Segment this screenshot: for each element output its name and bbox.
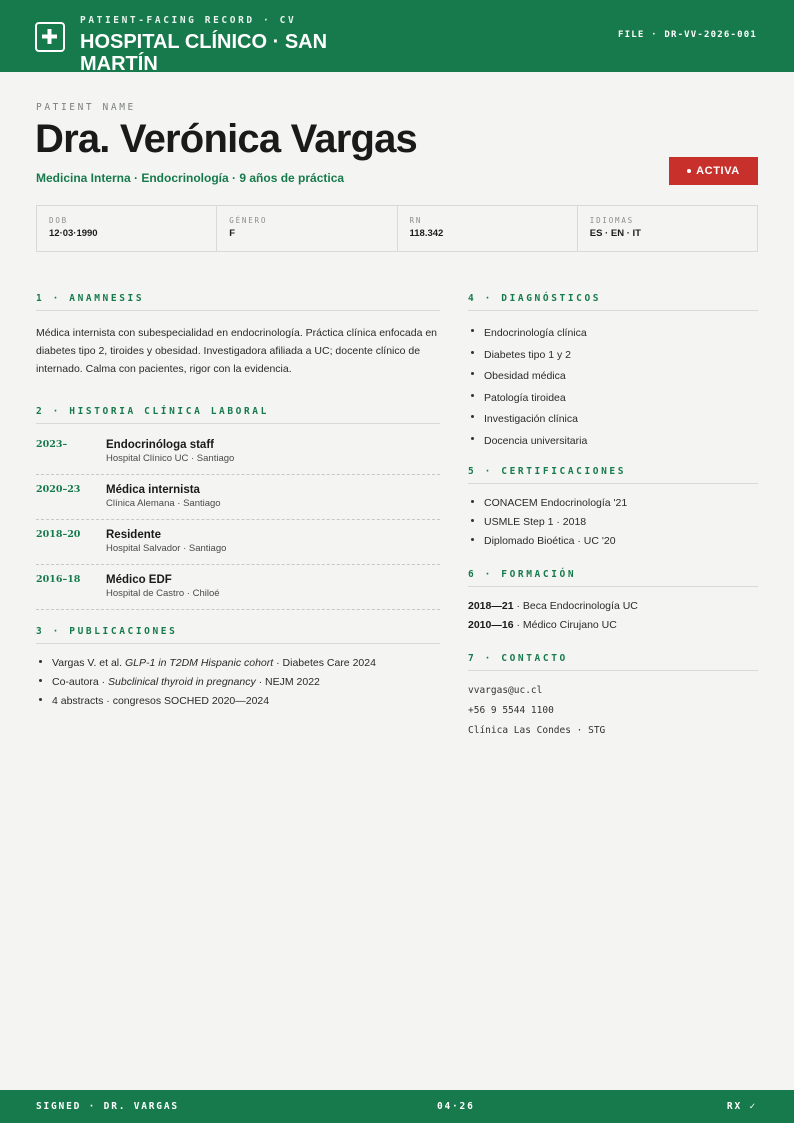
footer-date: 04·26: [437, 1101, 475, 1112]
section-publications: [36, 626, 440, 711]
publication-text: Co-autora ·: [52, 676, 109, 688]
job-role: Médica internista: [106, 484, 200, 496]
education-item: [468, 597, 758, 616]
job-years: 2016–18: [36, 574, 81, 585]
status-label: ACTIVA: [696, 165, 740, 177]
fact-gender: [217, 206, 397, 251]
contact-phone[interactable]: +56 9 5544 1100: [468, 705, 554, 716]
diagnostics-list: [468, 323, 758, 452]
fact-label: IDIOMAS: [589, 216, 634, 225]
section-title: 4 · DIAGNÓSTICOS: [468, 293, 758, 311]
certification-item: USMLE Step 1 · 2018: [468, 513, 758, 532]
publication-text: Vargas V. et al.: [52, 657, 125, 669]
fact-value: ES · EN · IT: [589, 228, 641, 239]
signature-line: SIGNED · DR. VARGAS: [36, 1101, 179, 1112]
certification-list: [468, 494, 758, 551]
specialty-line: Medicina Interna · Endocrinología · 9 años de práctica: [36, 171, 345, 185]
education-years: 2018—21: [468, 600, 514, 612]
footer-band: [0, 1090, 794, 1123]
fact-value: 12·03·1990: [49, 228, 98, 239]
diagnostic-item: Obesidad médica: [468, 366, 758, 388]
rx-mark: RX ✓: [726, 1101, 757, 1112]
fact-dob: [37, 206, 217, 251]
education-list: [468, 597, 758, 635]
job-row: [36, 475, 440, 520]
job-years: 2018–20: [36, 529, 81, 540]
publication-text: 4 abstracts · congresos SOCHED 2020—2024: [52, 695, 270, 707]
record-kicker: PATIENT-FACING RECORD · CV: [80, 15, 297, 26]
fact-label: RN: [409, 216, 423, 225]
fact-rn: [398, 206, 578, 251]
anamnesis-text: Médica internista con subespecialidad en endocrinología. Práctica clínica enfocada en diabetes tipo 2, tiroides y obesidad. Investigadora afiliada a UC; docente clínico de internado. Calma con pacientes, rigor con la evidencia.: [36, 327, 437, 375]
certification-item: CONACEM Endocrinología '21: [468, 494, 758, 513]
publication-venue: · NEJM 2022: [255, 676, 320, 688]
publication-item: [36, 654, 440, 673]
diagnostic-item: Patología tiroidea: [468, 388, 758, 410]
job-org: Clínica Alemana · Santiago: [106, 498, 221, 509]
publication-title: Subclinical thyroid in pregnancy: [108, 676, 256, 688]
job-years: 2020–23: [36, 484, 81, 495]
status-dot-icon: [687, 169, 691, 173]
section-title: 5 · CERTIFICACIONES: [468, 466, 758, 484]
section-history: [36, 406, 440, 610]
diagnostic-item: Investigación clínica: [468, 409, 758, 431]
job-role: Endocrinóloga staff: [106, 439, 214, 451]
diagnostic-item: Diabetes tipo 1 y 2: [468, 345, 758, 367]
fact-label: GÉNERO: [229, 216, 268, 225]
education-text: · Médico Cirujano UC: [513, 619, 617, 631]
status-badge: [669, 157, 758, 185]
contact-location: Clínica Las Condes · STG: [468, 725, 606, 736]
job-org: Hospital Salvador · Santiago: [106, 543, 227, 554]
job-row: [36, 565, 440, 610]
section-certifications: [468, 466, 758, 551]
job-org: Hospital Clínico UC · Santiago: [106, 453, 235, 464]
job-role: Residente: [106, 529, 161, 541]
section-anamnesis: [36, 293, 440, 378]
contact-list: [468, 681, 758, 741]
section-title: 3 · PUBLICACIONES: [36, 626, 440, 644]
header-band: [0, 0, 794, 75]
medical-cross-icon: [35, 22, 65, 52]
job-years: 2023–: [36, 439, 68, 450]
publication-item: [36, 692, 440, 711]
job-list: [36, 430, 440, 610]
job-row: [36, 520, 440, 565]
fact-value: 118.342: [409, 228, 444, 239]
right-column: [468, 293, 758, 741]
education-item: [468, 616, 758, 635]
section-title: 6 · FORMACIÓN: [468, 569, 758, 587]
patient-name-label: PATIENT NAME: [36, 102, 136, 113]
education-text: · Beca Endocrinología UC: [513, 600, 638, 612]
fact-languages: [578, 206, 757, 251]
left-column: [36, 293, 440, 711]
certification-item: Diplomado Bioética · UC '20: [468, 532, 758, 551]
facts-grid: [36, 205, 758, 252]
publication-title: GLP-1 in T2DM Hispanic cohort: [124, 657, 274, 669]
section-contact: [468, 653, 758, 741]
publication-list: [36, 654, 440, 711]
contact-email[interactable]: vvargas@uc.cl: [468, 685, 543, 696]
diagnostic-item: Endocrinología clínica: [468, 323, 758, 345]
page-title: Dra. Verónica Vargas: [35, 117, 418, 161]
job-role: Médico EDF: [106, 574, 172, 586]
hospital-name: HOSPITAL CLÍNICO · SAN MARTÍN: [80, 31, 328, 75]
publication-item: [36, 673, 440, 692]
fact-value: F: [229, 228, 236, 239]
diagnostic-item: Docencia universitaria: [468, 431, 758, 453]
section-diagnostics: [468, 293, 758, 452]
file-id: FILE · DR-VV-2026-001: [618, 30, 757, 40]
section-education: [468, 569, 758, 635]
education-years: 2010—16: [468, 619, 514, 631]
section-title: 2 · HISTORIA CLÍNICA LABORAL: [36, 406, 440, 424]
section-title: 1 · ANAMNESIS: [36, 293, 440, 311]
job-org: Hospital de Castro · Chiloé: [106, 588, 220, 599]
section-title: 7 · CONTACTO: [468, 653, 758, 671]
publication-venue: · Diabetes Care 2024: [273, 657, 376, 669]
job-row: [36, 430, 440, 475]
fact-label: DOB: [49, 216, 68, 225]
